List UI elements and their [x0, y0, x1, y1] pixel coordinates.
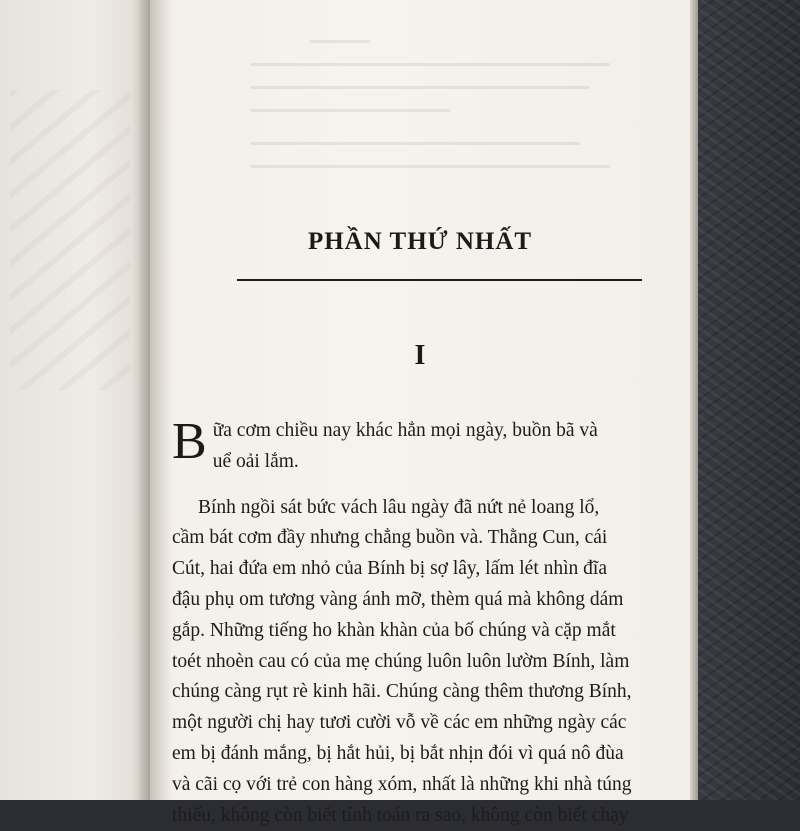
drop-cap: B	[172, 413, 207, 470]
text-line: Cút, hai đứa em nhỏ của Bính bị sợ lây, lấm lét nhìn đĩa	[172, 558, 607, 580]
first-paragraph	[172, 413, 648, 478]
text-line: em bị đánh mắng, bị hắt hủi, bị bắt nhịn đói vì quá nô đùa	[172, 742, 624, 764]
text-line: một người chị hay tươi cười vỗ về các em những ngày các	[172, 712, 627, 734]
text-line: gắp. Những tiếng ho khàn khàn của bố chúng và cặp mắt	[172, 619, 616, 641]
chapter-number: I	[414, 340, 426, 371]
text-line: toét nhoèn cau có của mẹ chúng luôn luôn lườm Bính, làm	[172, 650, 630, 672]
page-edge	[690, 0, 698, 800]
text-line: đậu phụ om tương vàng ánh mỡ, thèm quá mà không dám	[172, 588, 624, 610]
text-line: Bính ngồi sát bức vách lâu ngày đã nứt nẻ loang lổ,	[198, 496, 600, 518]
text-line: chúng càng rụt rè kinh hãi. Chúng càng thêm thương Bính,	[172, 681, 632, 703]
text-line: cầm bát cơm đầy nhưng chẳng buồn và. Thằng Cun, cái	[172, 527, 608, 549]
text-line: và cãi cọ với trẻ con hàng xóm, nhất là những khi nhà túng	[172, 773, 632, 795]
body-text	[172, 413, 648, 831]
text-line: ữa cơm chiều nay khác hẳn mọi ngày, buồn bã và	[212, 420, 598, 441]
part-title: PHẦN THỨ NHẤT	[307, 228, 533, 255]
text-line: thiếu, không còn biết tính toán ra sao, không còn biết chạy	[172, 804, 629, 826]
text-line: uể oải lắm.	[212, 450, 299, 472]
left-page	[0, 0, 150, 800]
fabric-background	[680, 0, 800, 800]
left-page-showthrough	[10, 90, 130, 390]
second-paragraph	[172, 493, 648, 831]
title-rule	[237, 279, 642, 281]
page-content	[150, 0, 690, 826]
